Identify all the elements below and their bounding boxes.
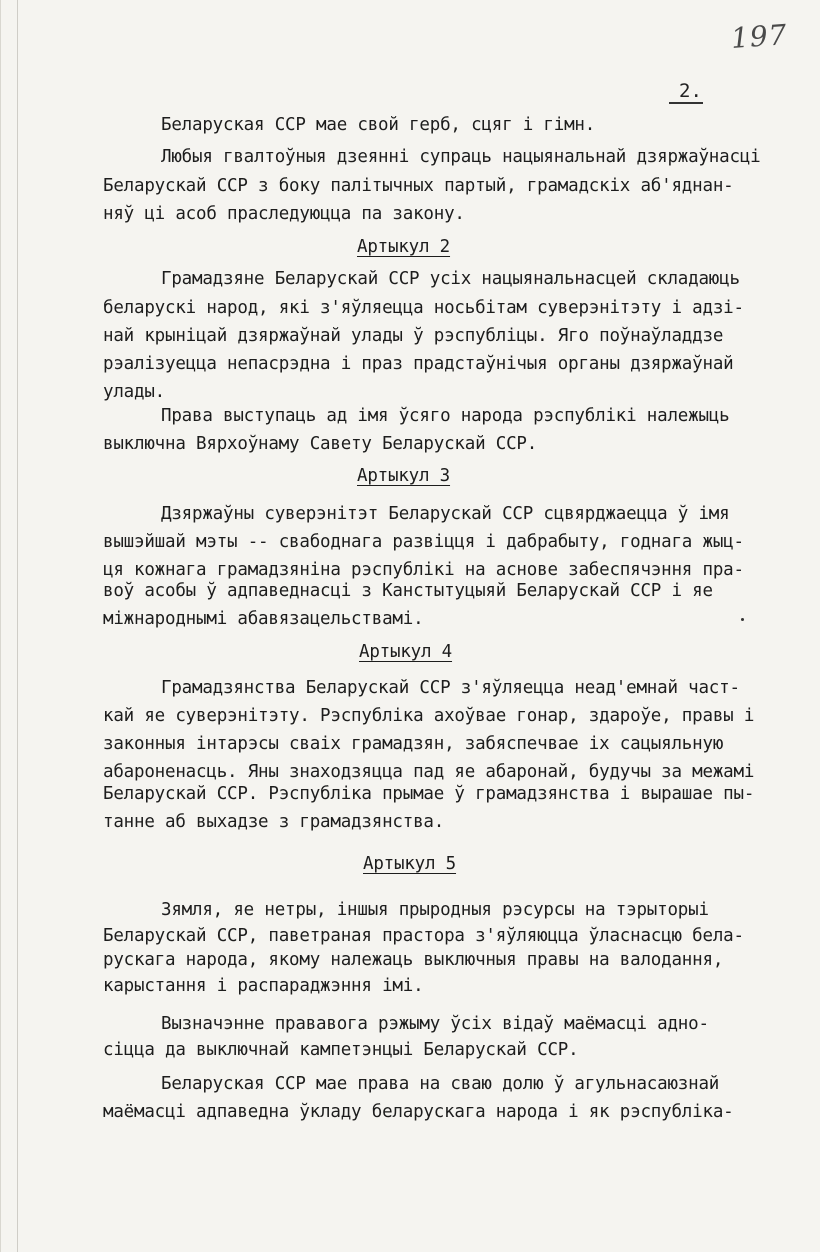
text-line: Беларуская ССР мае свой герб, сцяг і гімн. <box>161 115 596 135</box>
text-line: рэалізуецца непасрэдна і праз прадстаўнічыя органы дзяржаўнай <box>103 354 734 374</box>
binding-edge <box>17 0 18 1252</box>
text-line: Дзяржаўны суверэнітэт Беларускай ССР сцвярджаецца ў імя <box>161 504 730 524</box>
page-number-underline <box>669 102 703 104</box>
ink-mark <box>741 618 744 621</box>
text-line: абароненасць. Яны знаходзяцца пад яе абаронай, будучы за межамі <box>103 762 755 782</box>
text-line: Беларускай ССР з боку палітычных партый, грамадскіх аб'яднан- <box>103 176 734 196</box>
text-line: Беларускай ССР, паветраная прастора з'яўляюцца ўласнасцю бела- <box>103 926 744 946</box>
text-line: Любыя гвалтоўныя дзеянні супраць нацыянальнай дзяржаўнасці <box>161 147 761 167</box>
text-line: Зямля, яе нетры, іншыя прыродныя рэсурсы на тэрыторыі <box>161 900 709 920</box>
text-line: рускага народа, якому належаць выключныя правы на валодання, <box>103 950 724 970</box>
text-line: Вызначэнне прававога рэжыму ўсіх відаў маёмасці адно- <box>161 1014 709 1034</box>
text-line: сіцца да выключнай кампетэнцыі Беларускай ССР. <box>103 1040 579 1060</box>
text-line: най крыніцай дзяржаўнай улады ў рэспубліцы. Яго поўнаўладдзе <box>103 326 724 346</box>
page-number: 2. <box>679 80 702 102</box>
article-heading: Артыкул 5 <box>363 854 457 874</box>
text-line: вышэйшай мэты -- свабоднага развіцця і дабрабыту, годнага жыц- <box>103 532 744 552</box>
text-line: законныя інтарэсы сваіх грамадзян, забяспечвае іх сацыяльную <box>103 734 724 754</box>
text-line: Беларускай ССР. Рэспубліка прымае ў грамадзянства і вырашае пы- <box>103 784 755 804</box>
article-heading: Артыкул 2 <box>357 237 451 257</box>
text-line: Грамадзянства Беларускай ССР з'яўляецца неад'емнай част- <box>161 678 740 698</box>
text-line: няў ці асоб праследуюцца па закону. <box>103 204 465 224</box>
article-heading: Артыкул 3 <box>357 466 451 486</box>
text-line: маёмасці адпаведна ўкладу беларускага народа і як рэспубліка- <box>103 1102 734 1122</box>
text-line: воў асобы ў адпаведнасці з Канстытуцыяй Беларускай ССР і яе <box>103 581 713 601</box>
archive-folio-number: 197 <box>729 18 789 55</box>
text-line: Права выступаць ад імя ўсяго народа рэспублікі належыць <box>161 406 730 426</box>
text-line: танне аб выхадзе з грамадзянства. <box>103 812 445 832</box>
text-line: Беларуская ССР мае права на сваю долю ў агульнасаюзнай <box>161 1074 720 1094</box>
text-line: улады. <box>103 382 166 402</box>
text-line: Грамадзяне Беларускай ССР усіх нацыянальнасцей складаюць <box>161 269 740 289</box>
text-line: кай яе суверэнітэту. Рэспубліка ахоўвае гонар, здароўе, правы і <box>103 706 755 726</box>
text-line: беларускі народ, які з'яўляецца носьбітам суверэнітэту і адзі- <box>103 298 744 318</box>
text-line: карыстання і распараджэння імі. <box>103 976 424 996</box>
text-line: выключна Вярхоўнаму Савету Беларускай ССР. <box>103 434 538 454</box>
text-line: ця кожнага грамадзяніна рэспублікі на аснове забеспячэння пра- <box>103 560 744 580</box>
article-heading: Артыкул 4 <box>359 642 453 662</box>
text-line: міжнароднымі абавязацельствамі. <box>103 609 424 629</box>
